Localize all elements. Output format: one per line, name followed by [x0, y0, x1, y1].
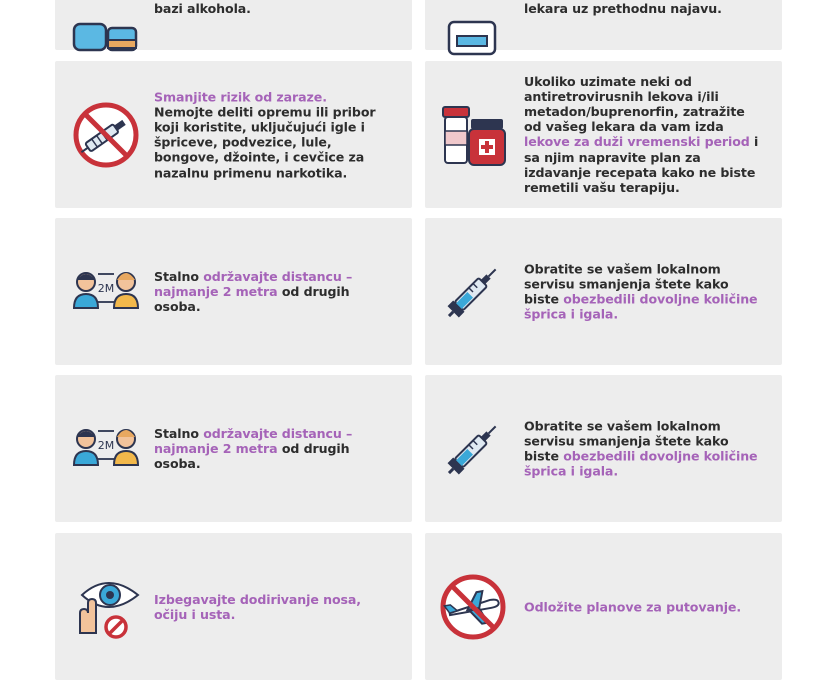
syringe-icon [439, 415, 507, 483]
no-travel-icon [439, 573, 507, 641]
card-distance-1-text [154, 269, 394, 315]
risk-body: Nemojte deliti opremu ili pribor koji koristite, uključujući igle i špriceve, podvezice, lule, bongove, džointe, i cevčice za nazalnu primenu narkotika. [154, 104, 376, 180]
card-appointment-text: lekara uz prethodnu najavu. [524, 0, 722, 16]
card-appointment [425, 0, 782, 50]
card-alcohol-text: bazi alkohola. [154, 0, 251, 16]
distance-2-text-2: od drugih osoba. [154, 440, 350, 472]
no-touch-eye-icon [72, 573, 140, 641]
meds-text-1: Ukoliko uzimate neki od antiretrovirusnih lekova i/ili metadon/buprenorfin, zatražite od vašeg lekara da vam izda [524, 73, 745, 135]
phone-icon [439, 18, 507, 58]
syringe-1-highlight: obezbedili dovoljne količine šprica i igala. [524, 291, 758, 322]
card-meds [425, 61, 782, 208]
medicine-bottles-icon [439, 101, 507, 169]
card-meds-text [524, 74, 764, 196]
social-distance-icon [72, 258, 140, 326]
meds-highlight: lekove za duži vremenski period [524, 134, 750, 150]
card-syringe-1 [425, 218, 782, 365]
card-syringe-2 [425, 375, 782, 522]
card-distance-2-text [154, 426, 394, 472]
meds-text-2: i sa njim napravite plan za izdavanje recepata kako ne biste remetili vašu terapiju. [524, 134, 759, 196]
no-syringe-icon [72, 101, 140, 169]
card-alcohol [55, 0, 412, 50]
distance-1-text-2: od drugih osoba. [154, 283, 350, 315]
distance-2-highlight: održavajte distancu – najmanje 2 metra [154, 425, 353, 456]
distance-1-highlight: održavajte distancu – najmanje 2 metra [154, 268, 353, 299]
card-touch-text: Izbegavajte dodirivanje nosa, očiju i usta. [154, 591, 361, 622]
distance-label: 2M [97, 438, 115, 452]
syringe-1-text: Obratite se vašem lokalnom servisu smanjenja štete kako biste [524, 261, 729, 307]
card-syringe-2-text [524, 418, 764, 479]
distance-1-text-1: Stalno [154, 268, 204, 284]
card-risk [55, 61, 412, 208]
sanitizer-icon [72, 18, 140, 58]
card-travel-text: Odložite planove za putovanje. [524, 598, 742, 614]
card-risk-text [154, 89, 394, 180]
social-distance-icon [72, 415, 140, 483]
card-travel [425, 533, 782, 680]
syringe-2-highlight: obezbedili dovoljne količine šprica i igala. [524, 448, 758, 479]
card-touch [55, 533, 412, 680]
card-distance-1 [55, 218, 412, 365]
distance-2-text-1: Stalno [154, 425, 204, 441]
syringe-2-text: Obratite se vašem lokalnom servisu smanjenja štete kako biste [524, 418, 729, 464]
risk-highlight: Smanjite rizik od zaraze. [154, 88, 327, 104]
card-distance-2 [55, 375, 412, 522]
syringe-icon [439, 258, 507, 326]
card-syringe-1-text [524, 261, 764, 322]
distance-label: 2M [97, 281, 115, 295]
